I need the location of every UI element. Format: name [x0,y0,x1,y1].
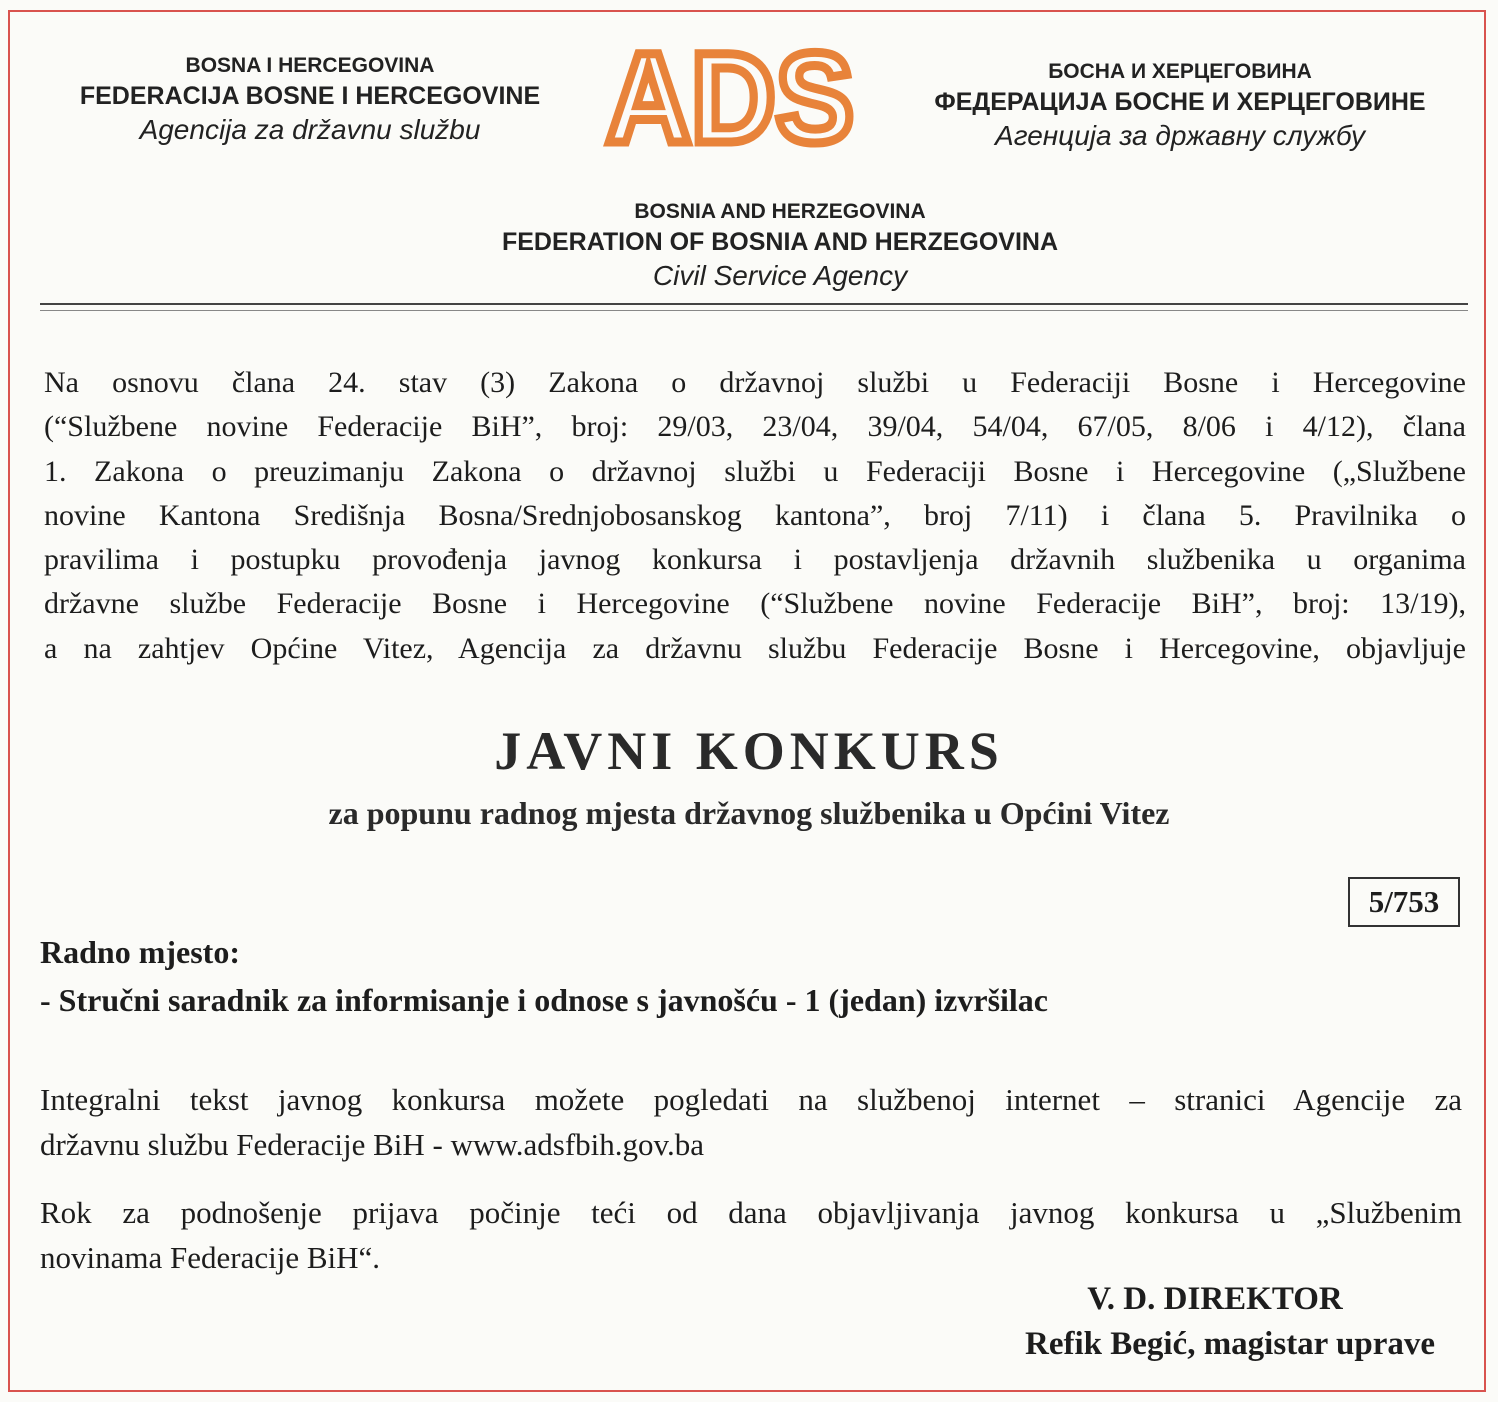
header-cyrillic [890,58,1470,154]
signature-title: V. D. DIREKTOR [1087,1281,1343,1317]
header-latin-federation: FEDERACIJA BOSNE I HERCEGOVINE [79,82,541,110]
reference-number-box: 5/753 [1348,877,1460,927]
header-english-agency: Civil Service Agency [652,260,908,291]
integral-text-line: Integralni tekst javnog konkursa možete pogledati na službenoj internet – stranici Agencije za [40,1082,1462,1117]
header-english-country: BOSNIA AND HERZEGOVINA [634,200,926,223]
position-item: - Stručni saradnik za informisanje i odnose s javnošću - 1 (jedan) izvršilac [40,982,1048,1018]
intro-line: (“Službene novine Federacije BiH”, broj: 29/03, 23/04, 39/04, 54/04, 67/05, 8/06 i 4/12), člana [44,410,1466,444]
position-label: Radno mjesto: [40,934,240,970]
integral-text-line: državnu službu Federacije BiH - www.adsfbih.gov.ba [40,1127,705,1162]
intro-line: državne službe Federacije Bosne i Hercegovine (“Službene novine Federacije BiH”, broj: 13/19), [44,587,1466,621]
ads-logo-text: ADS [606,44,854,154]
header-divider-thin [40,310,1468,311]
signature-name: Refik Begić, magistar uprave [1024,1326,1435,1362]
intro-line: pravilima i postupku provođenja javnog konkursa i postavljenja državnih službenika u organima [44,543,1466,577]
intro-line: 1. Zakona o preuzimanju Zakona o državnoj službi u Federaciji Bosne i Hercegovine („Službene [44,454,1466,488]
header-english-federation: FEDERATION OF BOSNIA AND HERZEGOVINA [501,228,1059,256]
header-latin [30,52,590,148]
legal-basis-paragraph [44,361,1466,671]
integral-text-paragraph [40,1077,1462,1167]
header-cyrillic-agency: Агенција за државну службу [995,120,1365,151]
intro-line: novine Kantona Središnja Bosna/Srednjobosanskog kantona”, broj 7/11) i člana 5. Pravilnika o [44,498,1466,532]
header-latin-agency: Agencija za državnu službu [139,114,481,145]
header-divider [40,303,1468,305]
deadline-line: Rok za podnošenje prijava počinje teći od dana objavljivanja javnog konkursa u „Službenim [40,1195,1462,1230]
intro-line: Na osnovu člana 24. stav (3) Zakona o državnoj službi u Federaciji Bosne i Hercegovine [44,366,1466,399]
intro-line: a na zahtjev Općine Vitez, Agencija za državnu službu Federacije Bosne i Hercegovine, objavljuje [44,631,1466,665]
deadline-line: novinama Federacije BiH“. [40,1240,381,1275]
header-cyrillic-country: БОСНА И ХЕРЦЕГОВИНА [1048,60,1312,83]
deadline-paragraph [40,1190,1462,1280]
header-cyrillic-federation: ФЕДЕРАЦИЈА БОСНЕ И ХЕРЦЕГОВИНЕ [934,88,1426,116]
announcement-title: JAVNI KONKURS [494,721,1004,781]
header-english [420,198,1140,294]
header-latin-country: BOSNA I HERCEGOVINA [185,54,435,77]
ads-logo [600,44,860,154]
announcement-subtitle: za popunu radnog mjesta državnog službenika u Općini Vitez [328,795,1170,831]
